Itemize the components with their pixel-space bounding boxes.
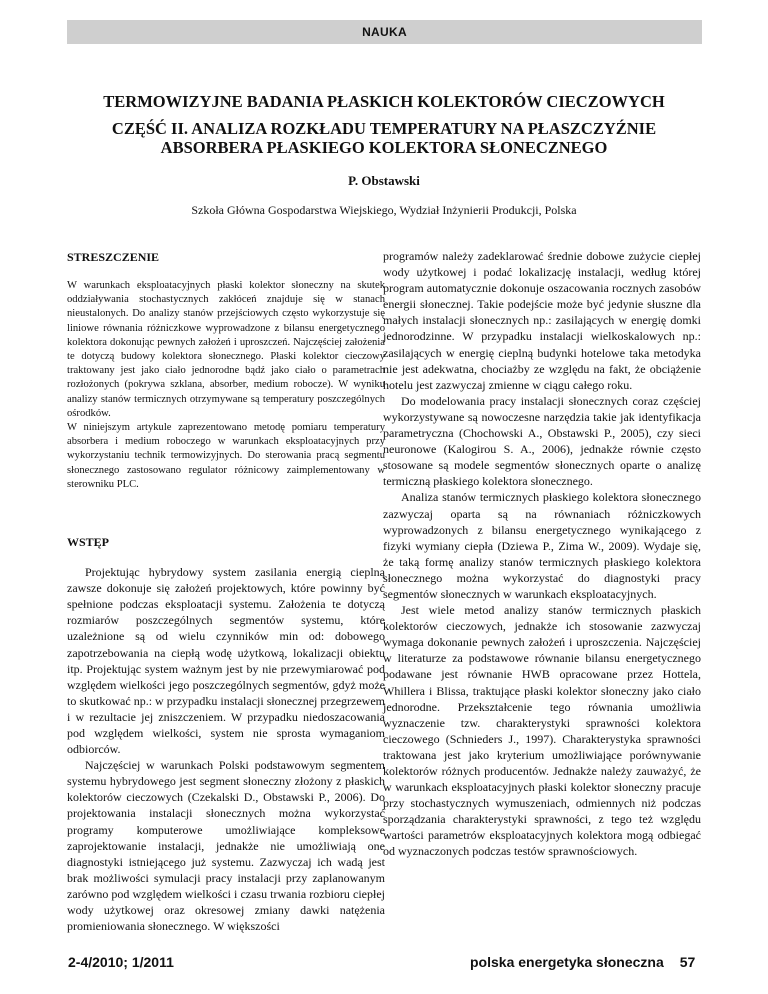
issue-number: 2-4/2010; 1/2011 bbox=[68, 954, 174, 970]
paper-subtitle bbox=[40, 119, 728, 157]
intro-paragraph-2: Najczęściej w warunkach Polski podstawowym segmentem systemu hybrydowego jest segment słoneczny złożony z płaskich kolektorów cieczowych (Czekalski D., Obstawski P., 2006). Do projektowania instalacji słonecznych można wykorzystać programy komputerowe umożliwiające kompleksowe zaprojektowanie instalacji, jednakże nie umożliwiają one diagnostyki istniejącego już systemu. Zazwyczaj ich wadą jest brak możliwości symulacji pracy instalacji przy zaplanowanym zarówno pod względem wielkości i czasu trwania rozbioru ciepłej wody użytkowej oraz okresowej zmiany dawki natężenia promieniowania słonecznego. W większości bbox=[67, 758, 385, 934]
page-number: 57 bbox=[679, 954, 696, 970]
left-column bbox=[67, 250, 385, 934]
paper-subtitle-line1: CZĘŚĆ II. ANALIZA ROZKŁADU TEMPERATURY NA PŁASZCZYŹNIE bbox=[111, 119, 657, 138]
right-column bbox=[383, 248, 701, 860]
author-name: P. Obstawski bbox=[348, 173, 420, 188]
intro-heading: WSTĘP bbox=[67, 535, 110, 550]
paper-title-line1: TERMOWIZYJNE BADANIA PŁASKICH KOLEKTORÓW CIECZOWYCH bbox=[103, 92, 665, 111]
abstract-paragraph-2: W niniejszym artykule zaprezentowano metodę pomiaru temperatury absorbera i medium roboczego w warunkach eksploatacyjnych przy wykorzystaniu technik termowizyjnych. Do sterowania pracą segmentu słonecznego zastosowano regulator różnicowy zaimplementowany w sterowniku PLC. bbox=[67, 422, 385, 490]
abstract-heading: STRESZCZENIE bbox=[67, 250, 160, 264]
author-affiliation: Szkoła Główna Gospodarstwa Wiejskiego, Wydział Inżynierii Produkcji, Polska bbox=[191, 203, 577, 217]
section-header-bar bbox=[67, 20, 702, 44]
intro-paragraph-3: programów należy zadeklarować średnie dobowe zużycie ciepłej wody użytkowej i podać lokalizację instalacji, według której program automatycznie dokonuje oszacowania rocznych zasobów energii słonecznej. Takie podejście może być jedynie słuszne dla małych instalacji słonecznych np.: zasilających w energię domki jednorodzinne. W przypadku instalacji wielkoskalowych np.: zasilających w energię cieplną budynki hotelowe taka metodyka nie jest adekwatna, chociażby ze względu na fakt, że obciążenie hotelu jest zazwyczaj zmienne w ciągu całego roku. bbox=[383, 249, 701, 392]
journal-footer bbox=[470, 954, 695, 970]
intro-paragraph-6: Jest wiele metod analizy stanów termicznych płaskich kolektorów cieczowych, jednakże ich stosowanie zazwyczaj wymaga dokonanie pewnych założeń i uproszczenia. Najczęściej w literaturze za podstawowe równanie bilansu energetycznego podawane jest równanie HWB opracowane przez Hottela, Whillera i Blissa, traktujące płaski kolektor słoneczny jako ciało jednorodne. Przekształcenie tego równania umożliwia wyznaczenie tzw. charakterystyki sprawności kolektora cieczowego (Schnieders J., 1997). Charakterystyka sprawności traktowana jest jako kryterium umożliwiające porównywanie kolektorów różnych producentów. Jednakże należy zauważyć, że w warunkach eksploatacyjnych płaski kolektor słoneczny pracuje przy stochastycznych wymuszeniach, odmiennych niż podczas sporządzania charakterystyki sprawności, z tego też względu wartości parametrów eksploatacyjnych kolektora mogą odbiegać od wyznaczonych podczas testów sprawnościowych. bbox=[383, 603, 701, 859]
intro-paragraph-5: Analiza stanów termicznych płaskiego kolektora słonecznego zazwyczaj oparta są na równaniach różniczkowych wyprowadzonych z bilansu energetycznego wynikającego z fizyki wymiany ciepła (Dziewa P., Zima W., 2009). Wydaje się, że taką formę analizy stanów termicznych płaskiego kolektora słonecznego można wykorzystać do diagnostyki pracy segmentów słonecznych w warunkach eksploatacyjnych. bbox=[383, 490, 701, 601]
intro-paragraph-4: Do modelowania pracy instalacji słonecznych coraz częściej wykorzystywane są nowoczesne narzędzia takie jak identyfikacja parametryczna (Chochowski A., Obstawski P., 2005), czy sieci neuronowe (Kalogirou S. A., 2006), jednakże równie często stosowane są modele segmentów słonecznych oparte o analizę termiczną płaskiego kolektora słonecznego. bbox=[383, 393, 701, 489]
paper-subtitle-line2: ABSORBERA PŁASKIEGO KOLEKTORA SŁONECZNEGO bbox=[160, 138, 608, 157]
intro-paragraph-1: Projektując hybrydowy system zasilania energią cieplną zawsze dokonuje się założeń projektowych, które powinny być spełnione podczas eksploatacji systemu. Założenia te dotyczą rozmiarów poszczególnych segmentów systemu, które uzależnione są od wielu czynników min od: dobowego zapotrzebowania na ciepłą wodę użytkową, lokalizacji obiektu itp. Projektując system ważnym jest by nie przewymiarować pod względem wielkości jego poszczególnych segmentów, gdyż może to skutkować np.: w przypadku instalacji słonecznej przegrzewem i w rezultacie jej zniszczeniem. W przypadku niedoszacowania pod względem wielkości, system nie sprosta wymaganiom odbiorców. bbox=[67, 565, 385, 757]
section-label: NAUKA bbox=[362, 25, 407, 39]
journal-name: polska energetyka słoneczna bbox=[470, 954, 664, 970]
abstract-paragraph-1: W warunkach eksploatacyjnych płaski kolektor słoneczny na skutek oddziaływania stochastycznych zakłóceń znajduje się w stanach nieustalonych. Do analizy stanów przejściowych często wykorzystuje się liniowe równania różniczkowe wyprowadzone z bilansu energetycznego kolektora dokonując pewnych założeń i uproszczeń. Najczęściej założenia te dotyczą budowy kolektora słonecznego. Płaski kolektor cieczowy traktowany jest jako ciało jednorodne bądź jako ciało o parametrach rozłożonych (pokrywa szklana, absorber, medium robocze). W wyniku analizy stanów termicznych otrzymywane są temperatury poszczególnych ośrodków. bbox=[67, 280, 385, 419]
